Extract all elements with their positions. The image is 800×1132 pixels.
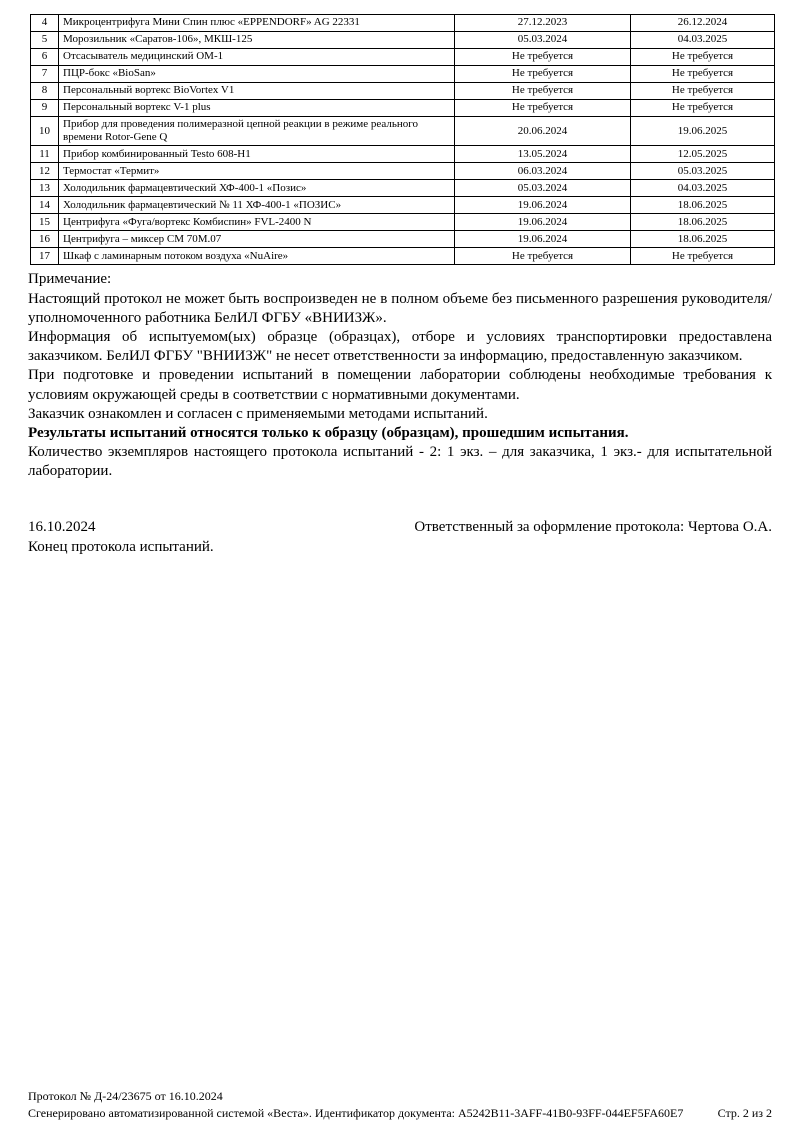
cell-num: 13 xyxy=(31,180,59,197)
equipment-table-body xyxy=(31,15,775,265)
footer-page-number: Стр. 2 из 2 xyxy=(717,1106,772,1121)
table-row xyxy=(31,214,775,231)
cell-name: Холодильник фармацевтический ХФ-400-1 «Позис» xyxy=(59,180,455,197)
cell-name: Персональный вортекс BioVortex V1 xyxy=(59,83,455,100)
cell-date1: 19.06.2024 xyxy=(455,197,631,214)
table-row xyxy=(31,83,775,100)
table-row xyxy=(31,231,775,248)
table-row xyxy=(31,248,775,265)
table-row xyxy=(31,197,775,214)
table-row xyxy=(31,66,775,83)
cell-date2: Не требуется xyxy=(631,66,775,83)
cell-num: 9 xyxy=(31,100,59,117)
cell-date1: Не требуется xyxy=(455,49,631,66)
cell-num: 12 xyxy=(31,163,59,180)
cell-date1: 06.03.2024 xyxy=(455,163,631,180)
equipment-table xyxy=(30,14,775,265)
cell-name: Прибор для проведения полимеразной цепной реакции в режиме реального времени Rotor-Gene Q xyxy=(59,117,455,146)
cell-name: Отсасыватель медицинский ОМ-1 xyxy=(59,49,455,66)
cell-name: Термостат «Термит» xyxy=(59,163,455,180)
cell-date1: 20.06.2024 xyxy=(455,117,631,146)
cell-date1: 13.05.2024 xyxy=(455,146,631,163)
notes-heading: Примечание: xyxy=(28,271,112,288)
responsible-person: Ответственный за оформление протокола: Чертова О.А. xyxy=(414,519,772,536)
note-paragraph: При подготовке и проведении испытаний в помещении лаборатории соблюдены необходимые требования к условиям окружающей среды в соответствии с нормативными документами. xyxy=(28,367,772,403)
cell-date2: 18.06.2025 xyxy=(631,231,775,248)
table-row xyxy=(31,146,775,163)
cell-name: Центрифуга «Фуга/вортекс Комбиспин» FVL-2400 N xyxy=(59,214,455,231)
cell-num: 8 xyxy=(31,83,59,100)
table-row xyxy=(31,15,775,32)
cell-name: Шкаф с ламинарным потоком воздуха «NuAire» xyxy=(59,248,455,265)
cell-date1: Не требуется xyxy=(455,100,631,117)
cell-num: 11 xyxy=(31,146,59,163)
cell-date2: Не требуется xyxy=(631,83,775,100)
cell-name: ПЦР-бокс «BioSan» xyxy=(59,66,455,83)
cell-date2: 04.03.2025 xyxy=(631,180,775,197)
cell-name: Персональный вортекс V-1 plus xyxy=(59,100,455,117)
table-row xyxy=(31,49,775,66)
notes-section xyxy=(28,270,772,481)
cell-date2: 04.03.2025 xyxy=(631,32,775,49)
table-row xyxy=(31,180,775,197)
cell-date1: 27.12.2023 xyxy=(455,15,631,32)
protocol-end-line: Конец протокола испытаний. xyxy=(28,539,214,556)
cell-date1: 19.06.2024 xyxy=(455,214,631,231)
note-paragraph: Информация об испытуемом(ых) образце (образцах), отборе и условиях транспортировки предоставлена заказчиком. БелИЛ ФГБУ "ВНИИЗЖ" не несет ответственности за информацию, предоставленную заказчиком. xyxy=(28,328,772,365)
signature-row xyxy=(28,519,772,536)
page-footer xyxy=(28,1088,772,1122)
table-row xyxy=(31,100,775,117)
table-row xyxy=(31,163,775,180)
cell-name: Морозильник «Саратов-106», МКШ-125 xyxy=(59,32,455,49)
table-row xyxy=(31,32,775,49)
cell-num: 10 xyxy=(31,117,59,146)
cell-name: Центрифуга – миксер СМ 70М.07 xyxy=(59,231,455,248)
cell-name: Микроцентрифуга Мини Спин плюс «EPPENDORF» AG 22331 xyxy=(59,15,455,32)
cell-date2: 18.06.2025 xyxy=(631,214,775,231)
cell-name: Прибор комбинированный Testo 608-Н1 xyxy=(59,146,455,163)
cell-date2: 26.12.2024 xyxy=(631,15,775,32)
cell-name: Холодильник фармацевтический № 11 ХФ-400-1 «ПОЗИС» xyxy=(59,197,455,214)
footer-generated-info: Сгенерировано автоматизированной системой «Веста». Идентификатор документа: A5242B11-3AFF-41B0-93FF-044EF5FA60E7 xyxy=(28,1106,684,1121)
cell-date2: Не требуется xyxy=(631,100,775,117)
cell-date1: Не требуется xyxy=(455,248,631,265)
cell-num: 6 xyxy=(31,49,59,66)
note-paragraph: Количество экземпляров настоящего протокола испытаний - 2: 1 экз. – для заказчика, 1 экз.- для испытательной лаборатории. xyxy=(28,444,772,480)
footer-protocol-number: Протокол № Д-24/23675 от 16.10.2024 xyxy=(28,1089,223,1104)
cell-num: 5 xyxy=(31,32,59,49)
cell-date2: 05.03.2025 xyxy=(631,163,775,180)
note-paragraph: Заказчик ознакомлен и согласен с применяемыми методами испытаний. xyxy=(28,405,488,422)
cell-num: 16 xyxy=(31,231,59,248)
cell-date1: 19.06.2024 xyxy=(455,231,631,248)
cell-num: 14 xyxy=(31,197,59,214)
cell-date2: 19.06.2025 xyxy=(631,117,775,146)
cell-date1: 05.03.2024 xyxy=(455,180,631,197)
cell-date2: Не требуется xyxy=(631,49,775,66)
cell-date1: Не требуется xyxy=(455,66,631,83)
table-row xyxy=(31,117,775,146)
note-paragraph-results: Результаты испытаний относятся только к образцу (образцам), прошедшим испытания. xyxy=(28,424,629,441)
cell-num: 15 xyxy=(31,214,59,231)
cell-num: 17 xyxy=(31,248,59,265)
note-paragraph: Настоящий протокол не может быть воспроизведен не в полном объеме без письменного разрешения руководителя/уполномоченного работника БелИЛ ФГБУ «ВНИИЗЖ». xyxy=(28,290,772,326)
cell-num: 7 xyxy=(31,66,59,83)
cell-date2: 18.06.2025 xyxy=(631,197,775,214)
cell-date1: Не требуется xyxy=(455,83,631,100)
cell-date1: 05.03.2024 xyxy=(455,32,631,49)
cell-date2: 12.05.2025 xyxy=(631,146,775,163)
cell-date2: Не требуется xyxy=(631,248,775,265)
cell-num: 4 xyxy=(31,15,59,32)
protocol-date: 16.10.2024 xyxy=(28,519,96,536)
